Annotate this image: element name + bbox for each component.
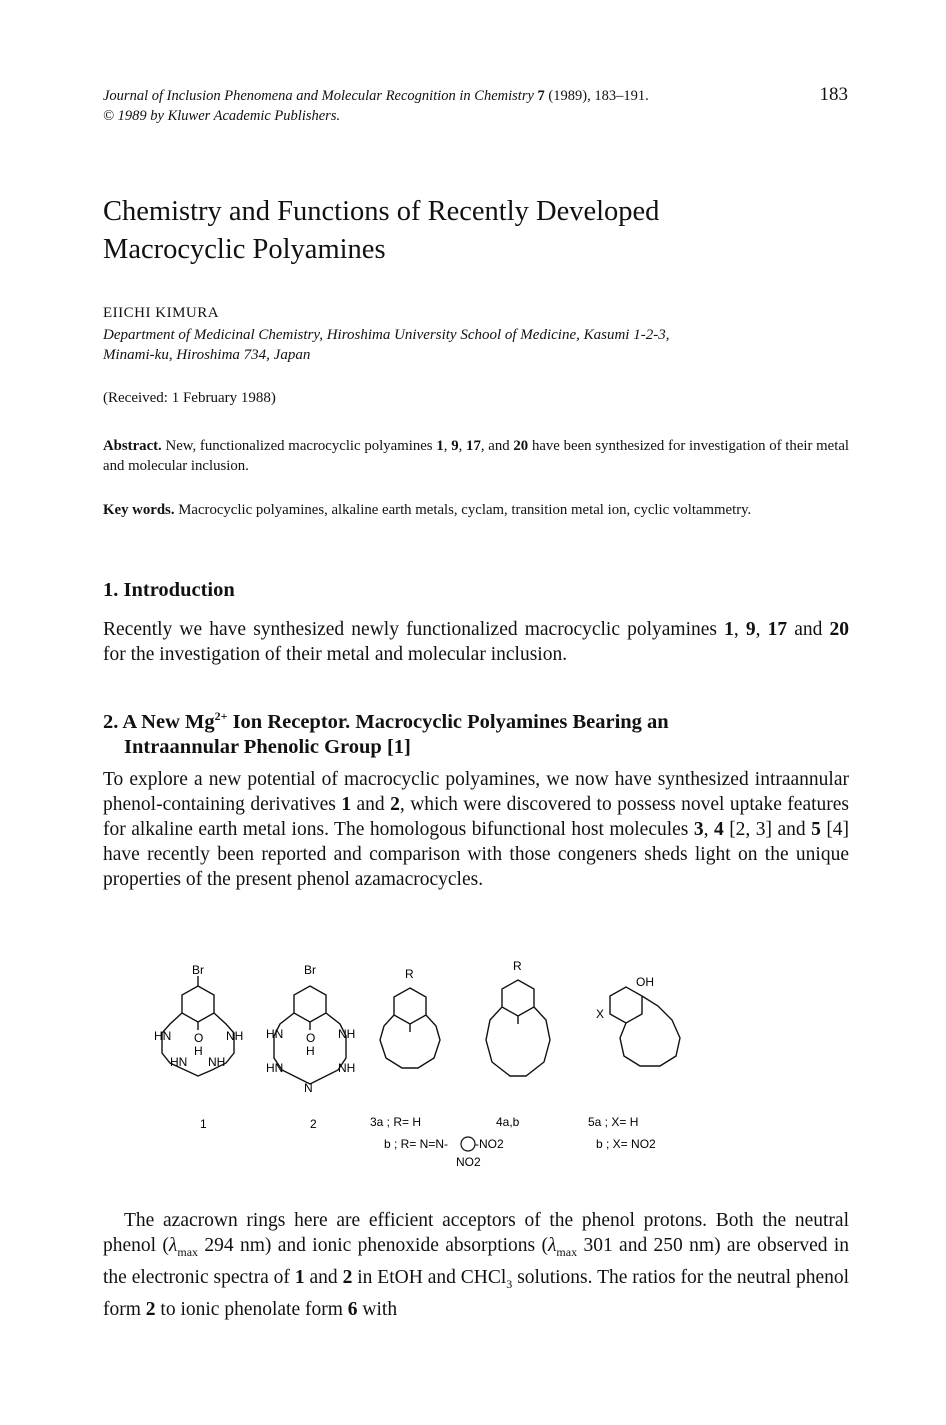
svg-text:H: H <box>306 1044 315 1058</box>
heading-sup: 2+ <box>214 709 228 723</box>
lambda-sub: max <box>177 1244 199 1259</box>
svg-text:NH: NH <box>338 1061 356 1075</box>
page-number: 183 <box>819 84 848 105</box>
title-line-1: Chemistry and Functions of Recently Developed <box>103 196 660 227</box>
journal-header <box>103 86 649 106</box>
compound-ref: 2 <box>145 1298 156 1320</box>
paragraph-text: To explore a new potential of macrocyclic polyamines, we now have synthesized intraannular phenol-containing derivatives <box>103 769 849 815</box>
keywords <box>103 500 849 520</box>
abstract-text: have been synthesized for investigation of their metal and molecular inclusion. <box>103 438 850 474</box>
svg-text:O: O <box>194 1031 204 1045</box>
figure-label-3b-no2: -NO2 <box>475 1137 504 1151</box>
svg-text:O: O <box>306 1031 316 1045</box>
paragraph-text: and <box>356 794 385 815</box>
compound-ref: 1 <box>341 794 352 815</box>
lambda-symbol: λ <box>168 1235 178 1256</box>
svg-text:HN: HN <box>266 1027 284 1041</box>
title-line-2: Macrocyclic Polyamines <box>103 234 386 265</box>
journal-name: Journal of Inclusion Phenomena and Molecular Recognition in Chemistry <box>103 88 534 104</box>
compound-ref: 1 <box>294 1266 305 1288</box>
lambda-sub: max <box>556 1244 578 1259</box>
figure-label-1: 1 <box>200 1117 207 1131</box>
figure-label-5b: b ; X= NO2 <box>596 1137 656 1151</box>
compound-ref: 17 <box>767 619 788 640</box>
compound-ref: 4 <box>713 819 724 840</box>
section-heading-introduction: 1. Introduction <box>103 579 235 601</box>
compound-ref: 20 <box>829 619 850 640</box>
abstract: Abstract. New, functionalized macrocyclic polyamines 1, 9, 17, and 20 have been synthesized for investigation of their metal and molecular inclusion. <box>103 438 850 474</box>
paragraph-text: and <box>309 1266 338 1288</box>
heading-text: Ion Receptor. Macrocyclic Polyamines Bearing an <box>232 710 669 733</box>
svg-text:NH: NH <box>338 1027 356 1041</box>
lambda-symbol: λ <box>547 1235 557 1256</box>
svg-text:NH: NH <box>226 1029 244 1043</box>
atom-label: Br <box>192 963 204 977</box>
svg-text:HN: HN <box>266 1061 284 1075</box>
copyright-line: © 1989 by Kluwer Academic Publishers. <box>103 108 341 124</box>
structure-4 <box>486 980 550 1076</box>
svg-text:HN: HN <box>154 1029 172 1043</box>
figure-label-3a: 3a ; R= H <box>370 1115 422 1129</box>
chcl3-sub: 3 <box>506 1276 513 1291</box>
compound-ref: 3 <box>693 819 704 840</box>
paragraph-text: 294 nm) and ionic phenoxide absorptions ( <box>204 1235 548 1256</box>
figure-label-2: 2 <box>310 1117 317 1131</box>
compound-ref: 2 <box>342 1266 353 1288</box>
keywords-label: Key words. <box>103 502 175 518</box>
compound-ref: 2 <box>390 794 400 815</box>
section-2-paragraph-1: To explore a new potential of macrocyclic polyamines, we now have synthesized intraannular phenol-containing derivatives 1 and 2, which were discovered to possess novel uptake features for alkaline earth metal ions. The homologous bifunctional host molecules 3, 4 [2, 3] and 5 [4] have recently been reported and comparison with those congeners sheds light on the unique properties of the present phenol azamacrocycles. <box>103 769 850 890</box>
paragraph-text: in EtOH and CHCl <box>357 1266 507 1288</box>
compound-ref: 6 <box>347 1298 358 1320</box>
abstract-label: Abstract. <box>103 438 162 454</box>
svg-text:HN: HN <box>170 1055 188 1069</box>
paragraph-text: solutions. The ratios for the neutral phenol form <box>103 1266 850 1320</box>
abstract-text: New, functionalized macrocyclic polyamines <box>165 438 433 454</box>
compound-ref: 5 <box>811 819 821 840</box>
paragraph-text: to ionic phenolate form <box>160 1298 343 1320</box>
structure-5 <box>610 987 680 1066</box>
compound-ref: 1 <box>724 619 734 640</box>
affiliation-line-2: Minami-ku, Hiroshima 734, Japan <box>103 347 311 363</box>
affiliation-line-1: Department of Medicinal Chemistry, Hiroshima University School of Medicine, Kasumi 1-2-3, <box>103 327 670 343</box>
atom-label: Br <box>304 963 316 977</box>
compound-ref: 20 <box>513 438 529 454</box>
section-heading-2 <box>103 704 669 760</box>
paragraph-text: Recently we have synthesized newly functionalized macrocyclic polyamines <box>103 619 718 640</box>
compound-ref: 9 <box>745 619 756 640</box>
paragraph-text: [2, 3] and <box>729 819 806 840</box>
section-2-paragraph-2 <box>103 1208 849 1322</box>
paragraph-text: The azacrown rings here are efficient acceptors of the phenol protons. Both the neutral phenol ( <box>103 1210 849 1256</box>
chemical-structures-figure <box>140 958 700 1188</box>
author: EIICHI KIMURA <box>103 305 220 321</box>
figure-label-5a: 5a ; X= H <box>588 1115 639 1129</box>
svg-text:H: H <box>194 1044 203 1058</box>
paragraph-text: for the investigation of their metal and molecular inclusion. <box>103 644 568 665</box>
paragraph-text: , which were discovered to possess novel uptake features for alkaline earth metal ions. The homologous bifunctional host molecules <box>103 794 850 840</box>
atom-label: R <box>513 959 522 973</box>
compound-ref: 17 <box>466 438 481 454</box>
paragraph-text: [4] have recently been reported and comparison with those congeners sheds light on the unique properties of the present phenol azamacrocycles. <box>103 819 850 890</box>
compound-ref: 9 <box>451 438 459 454</box>
heading-text: 2. A New Mg <box>103 710 215 733</box>
compound-ref: 1 <box>436 438 444 454</box>
paper-title <box>103 193 803 269</box>
heading-line-2: Intraannular Phenolic Group [1] <box>124 735 411 758</box>
svg-text:N: N <box>304 1081 313 1095</box>
atom-label: OH <box>636 975 654 989</box>
journal-volume: 7 <box>537 88 545 104</box>
received-date: (Received: 1 February 1988) <box>103 390 276 406</box>
figure-label-3b-no2b: NO2 <box>456 1155 481 1169</box>
paragraph-text: with <box>362 1298 398 1320</box>
atom-label: R <box>405 967 414 981</box>
journal-year-pages: (1989), 183–191. <box>548 88 649 104</box>
svg-text:NH: NH <box>208 1055 226 1069</box>
atom-label: X <box>596 1007 605 1021</box>
paragraph-text: 301 and 250 nm) are observed in the electronic spectra of <box>103 1235 849 1288</box>
keywords-text: Macrocyclic polyamines, alkaline earth metals, cyclam, transition metal ion, cyclic voltammetry. <box>178 502 752 518</box>
affiliation <box>103 325 863 365</box>
structure-3 <box>380 988 440 1068</box>
section-1-paragraph: Recently we have synthesized newly functionalized macrocyclic polyamines 1, 9, 17 and 20 for the investigation of their metal and molecular inclusion. <box>103 619 850 665</box>
figure-label-3b: b ; R= N=N- <box>384 1137 449 1151</box>
figure-label-4: 4a,b <box>496 1115 520 1129</box>
